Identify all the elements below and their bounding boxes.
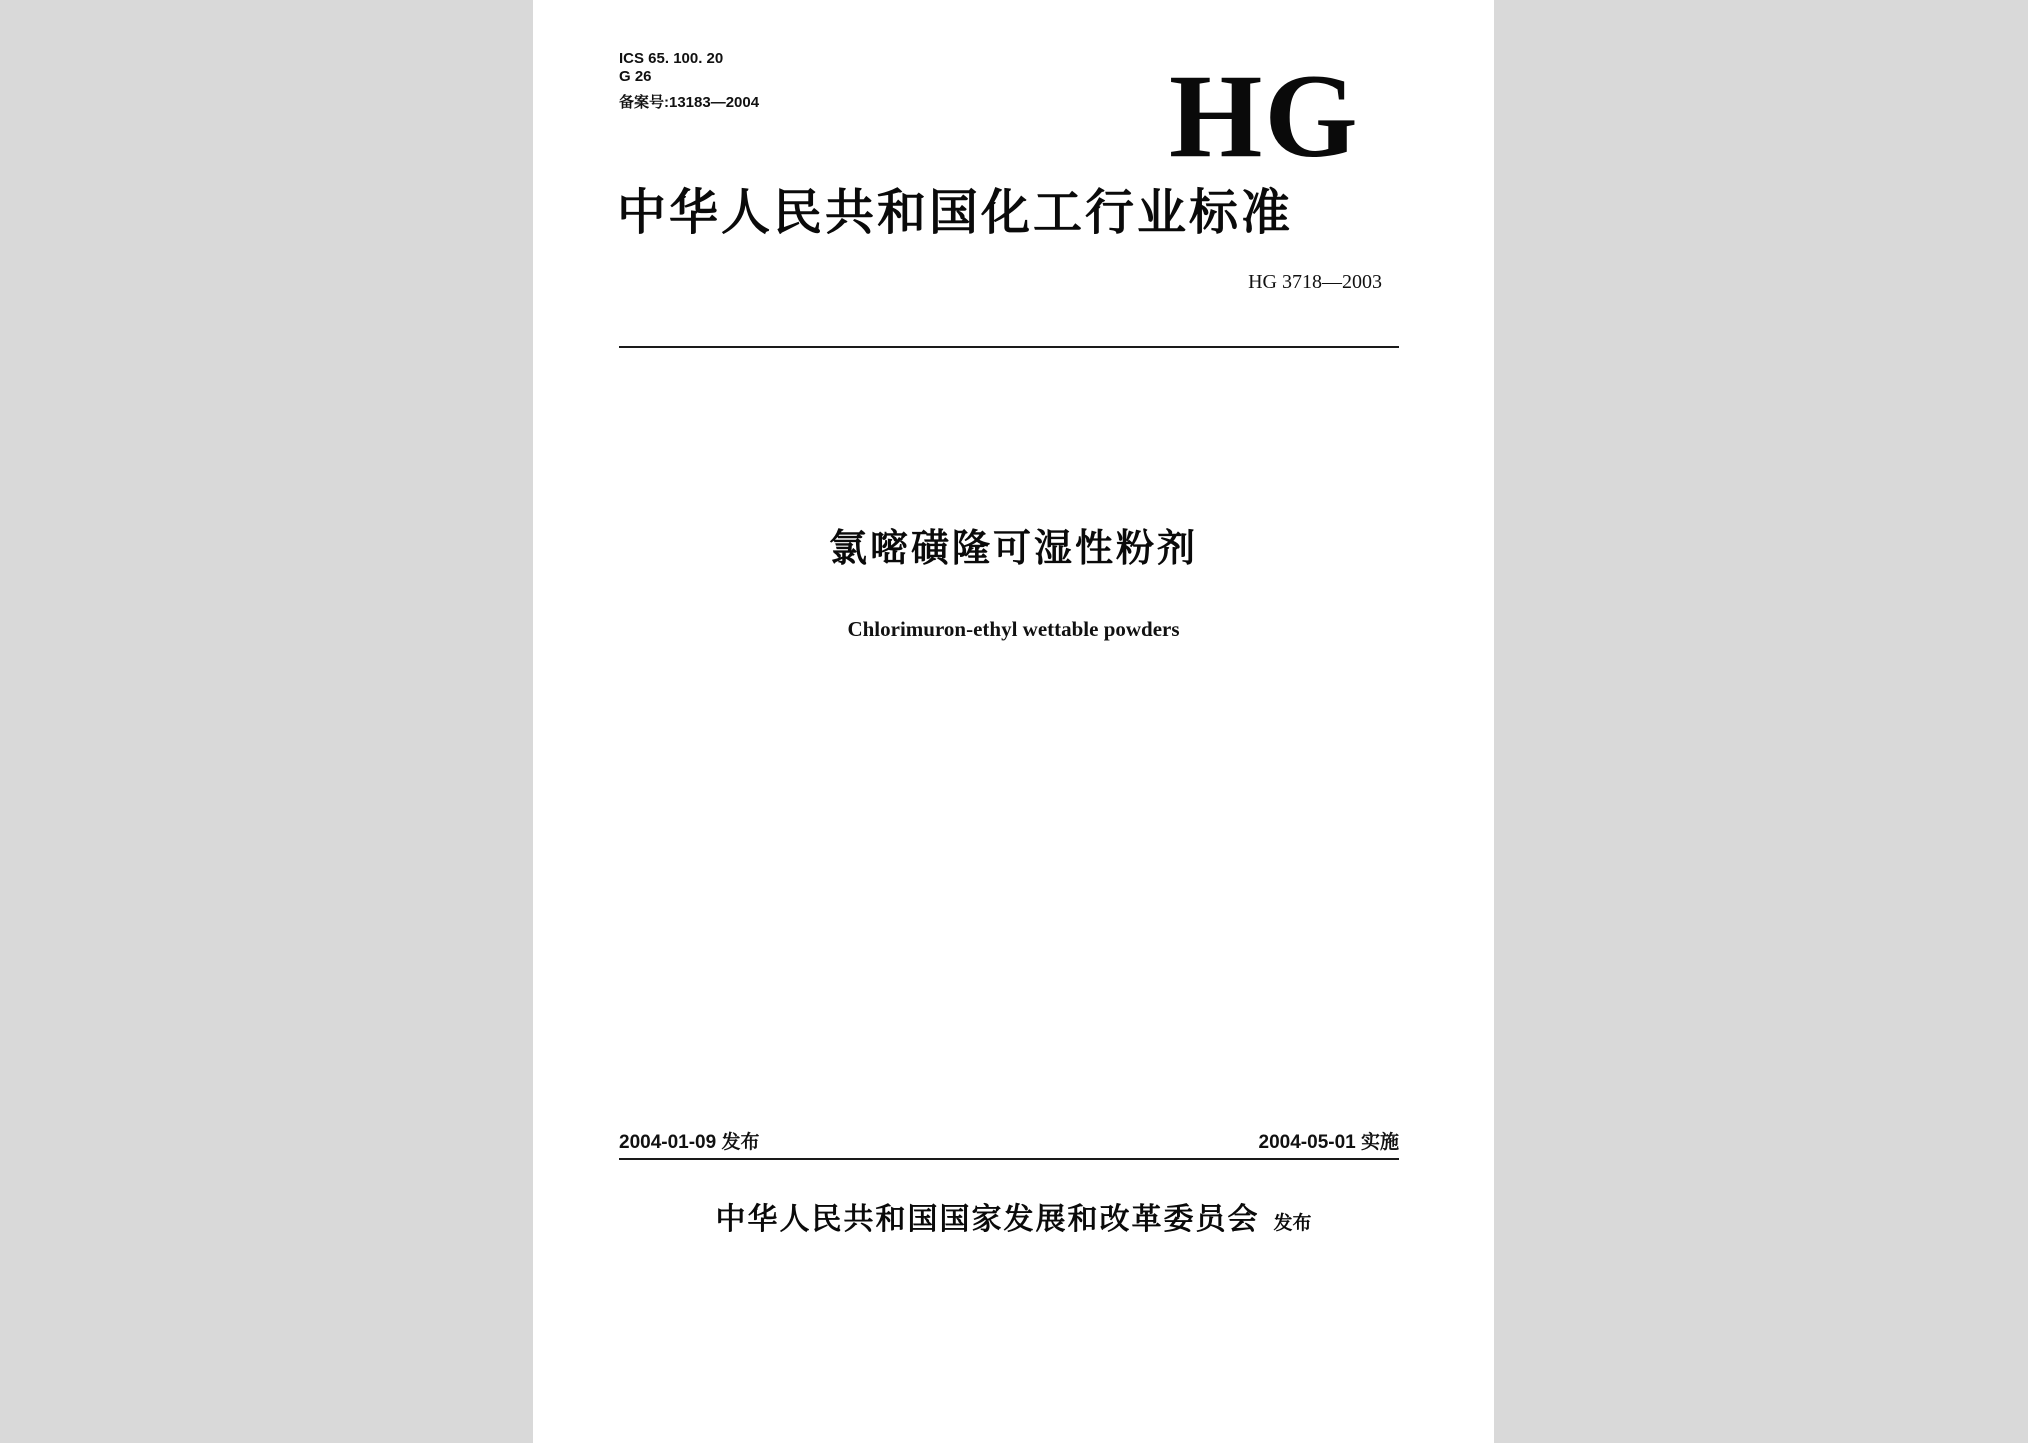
document-title-chinese: 氯嘧磺隆可湿性粉剂 [828, 526, 1198, 570]
standard-header-title: 中华人民共和国化工行业标准 [617, 184, 1294, 241]
publisher-suffix: 发布 [1273, 1212, 1312, 1234]
issue-date: 2004-01-09 发布 [619, 1132, 760, 1153]
implementation-date: 2004-05-01 实施 [1258, 1132, 1399, 1153]
document-page [533, 0, 1494, 1443]
ics-code: ICS 65. 100. 20 [619, 50, 724, 67]
publisher-line [533, 1200, 1494, 1243]
record-number: 备案号:13183—2004 [619, 94, 760, 111]
classification-code: G 26 [619, 68, 652, 85]
bottom-divider [619, 1158, 1399, 1160]
standard-number: HG 3718—2003 [1248, 271, 1382, 293]
document-title-english: Chlorimuron-ethyl wettable powders [847, 617, 1180, 641]
top-divider [619, 346, 1399, 348]
publisher-name: 中华人民共和国国家发展和改革委员会 [715, 1202, 1260, 1237]
hg-logo: HG [1169, 49, 1360, 182]
